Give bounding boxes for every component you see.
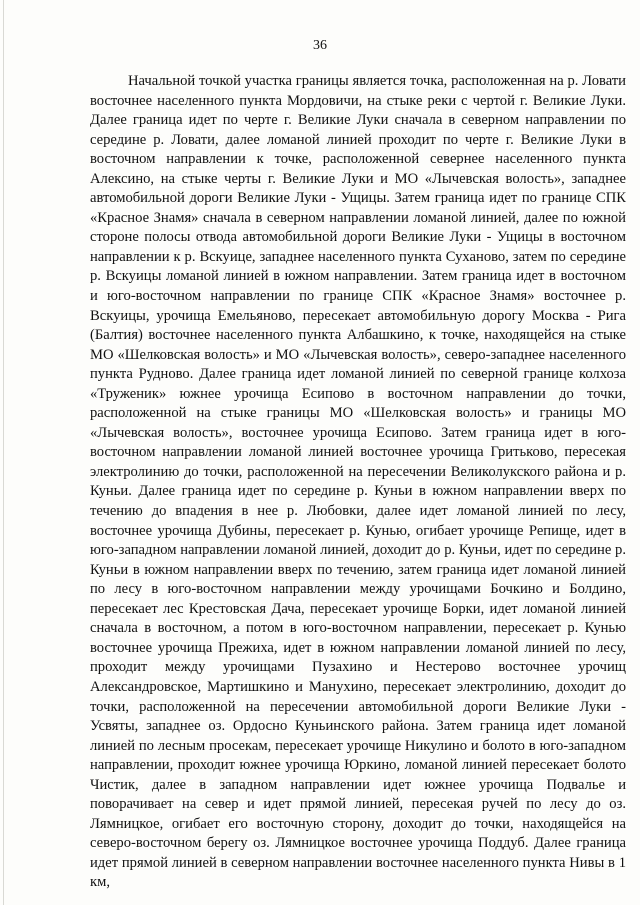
scan-edge-line	[3, 0, 4, 905]
body-paragraph: Начальной точкой участка границы является точка, расположенная на р. Ловати восточнее населенного пункта Мордовичи, на стыке реки с чертой г. Великие Луки. Далее граница идет по черте г. Великие Луки сначала в северном направлении по середине р. Ловати, далее ломаной линией проходит по черте г. Великие Луки в восточном направлении к точке, расположенной севернее населенного пункта Алексино, на стыке черты г. Великие Луки и МО «Лычевская волость», западнее автомобильной дороги Великие Луки - Ущицы. Затем граница идет по границе СПК «Красное Знамя» сначала в северном направлении ломаной линией, далее по южной стороне полосы отвода автомобильной дороги Великие Луки - Ущицы в восточном направлении к р. Вскуице, западнее населенного пункта Суханово, затем по середине р. Вскуицы ломаной линией в южном направлении. Затем граница идет в восточном и юго-восточном направлении по границе СПК «Красное Знамя» восточнее р. Вскуицы, урочища Емельяново, пересекает автомобильную дорогу Москва - Рига (Балтия) восточнее населенного пункта Албашкино, к точке, находящейся на стыке МО «Шелковская волость» и МО «Лычевская волость», северо-западнее населенного пункта Руднoво. Далее граница идет ломаной линией по северной границе колхоза «Труженик» южнее урочища Есипово в восточном направлении до точки, расположенной на стыке границы МО «Шелковская волость» и границы МО «Лычевская волость», восточнее урочища Есипово. Затем граница идет в юго-восточном направлении ломаной линией восточнее урочища Гритьково, пересекая электролинию до точки, расположенной на пересечении Великолукского района и р. Куньи. Далее граница идет по середине р. Куньи в южном направлении вверх по течению до впадения в нее р. Любовки, далее идет ломаной линией по лесу, восточнее урочища Дубины, пересекает р. Кунью, огибает урочище Репище, идет в юго-западном направлении ломаной линией, доходит до р. Куньи, идет по середине р. Куньи в южном направлении вверх по течению, затем граница идет ломаной линией по лесу в юго-восточном направлении между урочищами Бочкино и Болдино, пересекает лес Крестовская Дача, пересекает урочище Борки, идет ломаной линией сначала в восточном, а потом в юго-восточном направлении, пересекает р. Кунью восточнее урочища Прежиха, идет в южном направлении ломаной линией по лесу, проходит между урочищами Пузахино и Нестерово восточнее урочищ Александровское, Мартишкино и Манухино, пересекает электролинию, доходит до точки, расположенной на пересечении автомобильной дороги Великие Луки - Усвяты, западнее оз. Ордосно Куньинского района. Затем граница идет ломаной линией по лесным просекам, пересекает урочище Никулино и болото в юго-западном направлении, проходит южнее урочища Юркино, ломаной линией пересекает болото Чистик, далее в западном направлении идет южнее урочища Подвалье и поворачивает на север и идет прямой линией, пересекая ручей по лесу до оз. Лямницкое, огибает его восточную сторону, доходит до точки, находящейся на северо-восточном берегу оз. Лямницкое восточнее урочища Поддуб. Далее граница идет прямой линией в северном направлении восточнее населенного пункта Нивы в 1 км,	[90, 73, 626, 891]
page-number: 36	[313, 38, 327, 53]
